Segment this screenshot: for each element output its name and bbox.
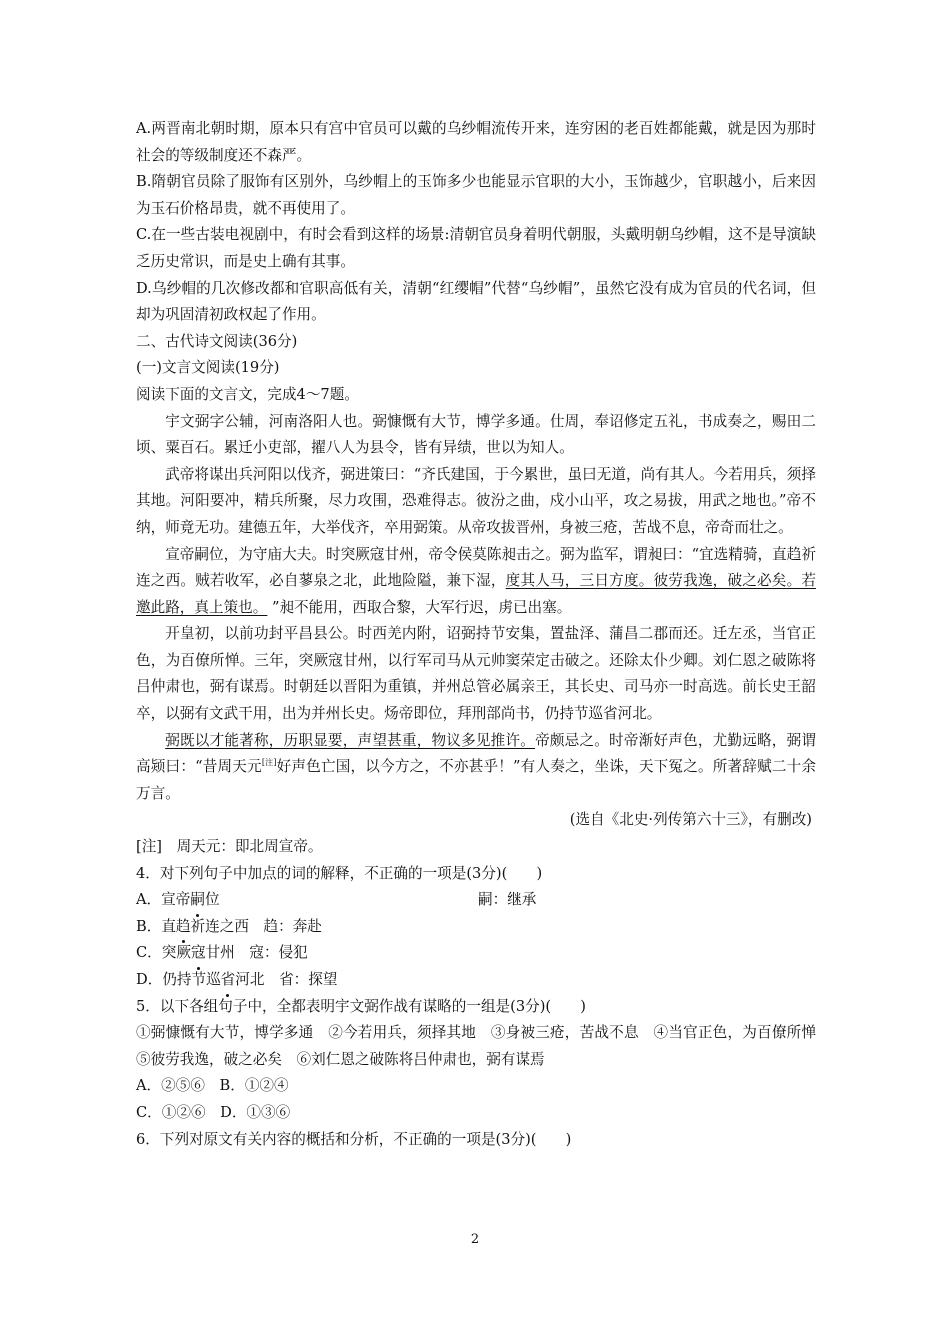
- subsection-title: (一)文言文阅读(19分): [136, 359, 280, 377]
- question-4-stem: 4．对下列句子中加点的词的解释，不正确的一项是(3分)( ): [136, 864, 543, 882]
- question-4-option-c: C．突厥寇甘州 寇：侵犯: [136, 940, 816, 967]
- question-5-items: ①弼慷慨有大节，博学多通 ②今若用兵，须择其地 ③身被三疮，苦战不息 ④当官正色，为百僚所惮 ⑤彼劳我逸，破之必矣 ⑥刘仁恩之破陈将吕仲肃也，弼有谋焉: [136, 1024, 831, 1068]
- passage-paragraph-2: 武帝将谋出兵河阳以伐齐，弼进策曰：“齐氏建国，于今累世，虽曰无道，尚有其人。今若用兵，须择其地。河阳要冲，精兵所聚，尽力攻围，恐难得志。彼汾之曲，戍小山平，攻之易拔，用武之地也。”帝不纳，师竟无功。建德五年，大举伐齐，卒用弼策。从帝攻拔晋州，身被三疮，苦战不息，帝奇而壮之。: [136, 465, 816, 536]
- question-5-options-cd: C．①②⑥ D．①③⑥: [136, 1103, 291, 1121]
- gloss: 嗣：继承: [478, 891, 537, 909]
- passage-paragraph-1: 宇文弼字公辅，河南洛阳人也。弼慷慨有大节，博学多通。仕周，奉诏修定五礼，书成奏之，赐田二顷、粟百石。累迁小吏部，擢八人为县令，皆有异绩，世以为知人。: [136, 412, 816, 457]
- page-number: 2: [470, 1232, 480, 1247]
- passage-paragraph-5: [136, 728, 816, 808]
- instruction: 阅读下面的文言文，完成4～7题。: [136, 385, 359, 403]
- question-6-stem: 6．下列对原文有关内容的概括和分析，不正确的一项是(3分)( ): [136, 1130, 572, 1148]
- passage-source: (选自《北史·列传第六十三》，有删改): [569, 811, 812, 829]
- option-b: B.隋朝官员除了服饰有区别外，乌纱帽上的玉饰多少也能显示官职的大小，玉饰越少，官职越小，后来因为玉石价格昂贵，就不再使用了。: [136, 173, 816, 217]
- question-5-stem: 5．以下各组句子中，全都表明宇文弼作战有谋略的一组是(3分)( ): [136, 997, 586, 1015]
- option-d: D.乌纱帽的几次修改都和官职高低有关，清朝“红缨帽”代替“乌纱帽”，虽然它没有成为官员的代名词，但却为巩固清初政权起了作用。: [136, 279, 816, 324]
- question-4-option-d: D．仍持节巡省河北 省：探望: [136, 967, 816, 994]
- underlined-sentence-2: 弼既以才能著称，历职显要，声望甚重，物议多见推许。: [165, 731, 536, 749]
- passage-paragraph-4: 开皇初，以前功封平昌县公。时西羌内附，诏弼持节安集，置盐泽、蒲昌二郡而还。迁左丞，当官正色，为百僚所惮。三年，突厥寇甘州，以行军司马从元帅窦荣定击破之。还除太仆少卿。刘仁恩之破陈将吕仲肃也，弼有谋焉。时朝廷以晋阳为重镇，并州总管必属亲王，其长史、司马亦一时高选。前长史王韶卒，以弼有文武干用，出为并州长史。炀帝即位，拜刑部尚书，仍持节巡省河北。: [136, 625, 816, 723]
- underlined-sentence-1: 度其人马，三日方度。彼劳我逸，破之必矣。若邀此路，真上策也。: [136, 572, 816, 616]
- option-a: A.两晋南北朝时期，原本只有宫中官员可以戴的乌纱帽流传开来，连穷困的老百姓都能戴，就是因为那时社会的等级制度还不森严。: [136, 120, 816, 164]
- p5-text-a: 帝颇忌之。时帝渐好声色，尤勤远略，弼谓高颎曰：“昔周天元: [136, 731, 816, 776]
- section-title: 二、古代诗文阅读(36分): [136, 332, 298, 350]
- option-c: C.在一些古装电视剧中，有时会看到这样的场景:清朝官员身着明代朝服，头戴明朝乌纱帽，这不是导演缺乏历史常识，而是史上确有其事。: [136, 226, 816, 270]
- p3-text-b: ”昶不能用，西取合黎，大军行迟，虏已出塞。: [267, 598, 572, 616]
- question-4-option-a: A．宣帝嗣位 嗣：继承: [136, 887, 816, 914]
- passage-paragraph-3: [136, 542, 816, 622]
- p5-text-b: 好声色亡国，以今方之，不亦甚乎！”有人奏之，坐诛，天下冤之。所著辞赋二十余万言。: [136, 758, 816, 802]
- page-content: [136, 116, 831, 1153]
- question-4-option-b: B．直趋祈连之西 趋：奔赴: [136, 914, 816, 941]
- dotted-word: 省: [221, 967, 236, 994]
- p3-text-a: 宣帝嗣位，为守庙大夫。时突厥寇甘州，帝令侯莫陈昶击之。弼为监军，谓昶曰：“宜选精骑，直趋祈连之西。贼若收军，必自蓼泉之北，此地险隘，兼下湿，: [136, 545, 816, 590]
- dotted-word: 嗣: [190, 887, 205, 914]
- dotted-word: 趋: [176, 914, 191, 941]
- question-5-options-ab: A．②⑤⑥ B．①②④: [136, 1077, 289, 1095]
- footnote-marker: [注]: [261, 758, 277, 768]
- footnote: [注] 周天元：即北周宣帝。: [136, 838, 323, 856]
- dotted-word: 寇: [191, 940, 206, 967]
